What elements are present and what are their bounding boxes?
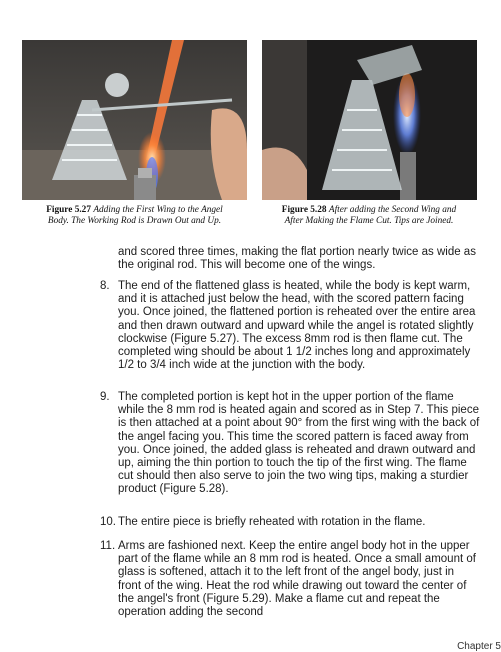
step-text: The entire piece is briefly reheated with rotation in the flame. [118,516,426,528]
figure-5-27-photo [22,40,247,200]
step-text: The completed portion is kept hot in the upper portion of the flame while the 8 mm rod is heated again and scored as in Step 7. This piece is then attached at a point about 90° from the first wing with the back of the angel facing you. This time the scored pattern is faced away from you. Once joined, the added glass is reheated and drawn outward and up, aiming the thin portion to touch the tip of the first wing. The flame cut should then also serve to join the two wing tips, making a sturdier product (Figure 5.28). [118,391,480,496]
figure-5-27-caption [22,205,247,227]
step-text: Arms are fashioned next. Keep the entire angel body hot in the upper part of the flame while an 8 mm rod is heated. Once a small amount of glass is softened, attach it to the left front of the angel body, just in front of the wing. Heat the rod while drawing out toward the center of the angel's front (Figure 5.29). Make a flame cut and repeat the operation adding the second [118,540,476,619]
paragraph-text: and scored three times, making the flat portion nearly twice as wide as the original rod. This will become one of the wings. [118,246,476,272]
caption-line: After Making the Flame Cut. Tips are Joined. [284,216,454,226]
figure-label: Figure 5.28 [281,205,327,215]
step-number: 8. [100,280,110,292]
step-11 [100,540,480,619]
continuation-paragraph [118,246,478,272]
step-number: 11. [100,540,116,552]
step-10 [100,516,480,529]
step-8 [100,280,480,372]
step-number: 9. [100,391,110,403]
caption-line: After adding the Second Wing and [328,205,457,215]
caption-line: Adding the First Wing to the Angel [93,205,223,215]
figure-5-28-caption [256,205,482,227]
step-9 [100,391,480,497]
figure-label: Figure 5.27 [46,205,91,215]
caption-line: Body. The Working Rod is Drawn Out and Up. [47,216,222,226]
step-number: 10. [100,516,116,528]
figure-5-28-photo [262,40,477,200]
step-text: The end of the flattened glass is heated, while the body is kept warm, and it is attached just below the head, with the scored pattern facing you. Once joined, the flattened portion is reheated over the entire area and then drawn outward and upward while the angel is rotated slightly clockwise (Figure 5.27). The excess 8mm rod is then flame cut. The completed wing should be about 1 1/2 inches long and approximately 1/2 to 3/4 inch wide at the junction with the body. [118,280,476,372]
page-footer: Chapter 5 [457,641,501,652]
